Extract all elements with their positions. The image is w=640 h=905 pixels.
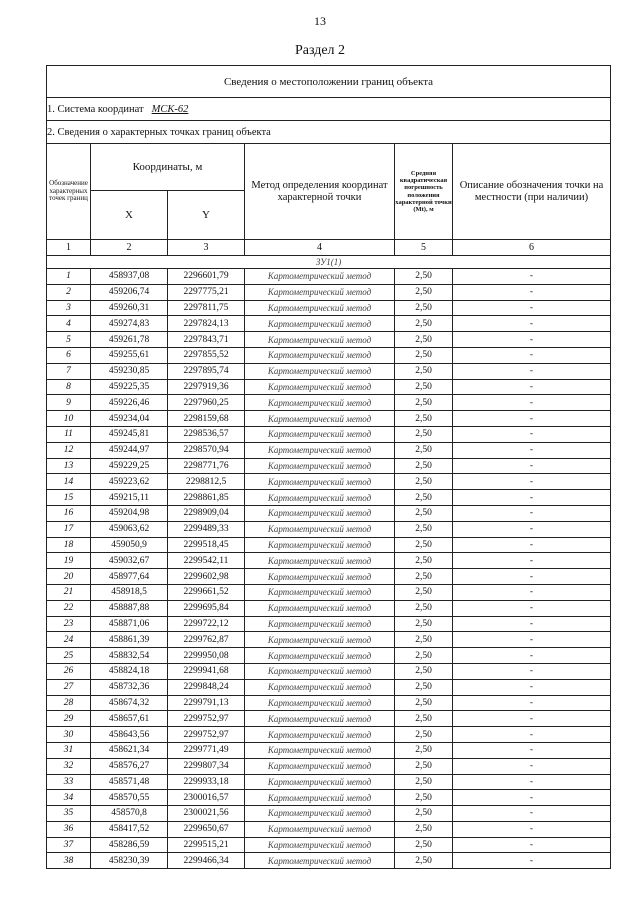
description-cell: - <box>453 347 611 363</box>
table-row <box>47 727 611 743</box>
column-index: 4 <box>245 240 395 256</box>
description-cell: - <box>453 284 611 300</box>
method-cell: Картометрический метод <box>245 316 395 332</box>
x-coordinate: 458570,55 <box>91 790 168 806</box>
y-coordinate: 2299941,68 <box>168 663 245 679</box>
point-number: 22 <box>47 600 91 616</box>
table-row <box>47 553 611 569</box>
x-coordinate: 459244,97 <box>91 442 168 458</box>
error-cell: 2,50 <box>395 537 453 553</box>
error-cell: 2,50 <box>395 442 453 458</box>
y-coordinate: 2299933,18 <box>168 774 245 790</box>
point-number: 23 <box>47 616 91 632</box>
table-row <box>47 379 611 395</box>
table-row <box>47 584 611 600</box>
description-cell: - <box>453 553 611 569</box>
description-cell: - <box>453 774 611 790</box>
x-coordinate: 458732,36 <box>91 679 168 695</box>
x-coordinate: 459215,11 <box>91 490 168 506</box>
point-number: 6 <box>47 347 91 363</box>
description-cell: - <box>453 806 611 822</box>
point-number: 15 <box>47 490 91 506</box>
description-cell: - <box>453 790 611 806</box>
point-number: 1 <box>47 269 91 285</box>
error-cell: 2,50 <box>395 853 453 869</box>
table-row <box>47 395 611 411</box>
method-cell: Картометрический метод <box>245 411 395 427</box>
y-coordinate: 2299762,87 <box>168 632 245 648</box>
x-coordinate: 459050,9 <box>91 537 168 553</box>
x-coordinate: 459032,67 <box>91 553 168 569</box>
point-number: 28 <box>47 695 91 711</box>
method-cell: Картометрический метод <box>245 727 395 743</box>
error-cell: 2,50 <box>395 663 453 679</box>
y-coordinate: 2299848,24 <box>168 679 245 695</box>
point-number: 12 <box>47 442 91 458</box>
table-row <box>47 316 611 332</box>
error-cell: 2,50 <box>395 727 453 743</box>
description-cell: - <box>453 758 611 774</box>
table-row <box>47 742 611 758</box>
error-cell: 2,50 <box>395 426 453 442</box>
point-number: 25 <box>47 648 91 664</box>
point-number: 26 <box>47 663 91 679</box>
error-cell: 2,50 <box>395 790 453 806</box>
table-row <box>47 347 611 363</box>
boundary-points-table <box>46 65 611 869</box>
y-coordinate: 2299518,45 <box>168 537 245 553</box>
x-coordinate: 459261,78 <box>91 332 168 348</box>
table-row <box>47 758 611 774</box>
x-coordinate: 458918,5 <box>91 584 168 600</box>
method-cell: Картометрический метод <box>245 742 395 758</box>
table-row <box>47 284 611 300</box>
y-coordinate: 2299515,21 <box>168 837 245 853</box>
y-coordinate: 2298536,57 <box>168 426 245 442</box>
table-row <box>47 521 611 537</box>
table-row <box>47 648 611 664</box>
x-coordinate: 459226,46 <box>91 395 168 411</box>
method-cell: Картометрический метод <box>245 474 395 490</box>
table-row <box>47 458 611 474</box>
method-cell: Картометрический метод <box>245 806 395 822</box>
point-number: 33 <box>47 774 91 790</box>
col-header-coords: Координаты, м <box>91 144 245 191</box>
column-index-row <box>47 240 611 256</box>
error-cell: 2,50 <box>395 553 453 569</box>
error-cell: 2,50 <box>395 616 453 632</box>
error-cell: 2,50 <box>395 569 453 585</box>
point-number: 21 <box>47 584 91 600</box>
error-cell: 2,50 <box>395 347 453 363</box>
error-cell: 2,50 <box>395 363 453 379</box>
method-cell: Картометрический метод <box>245 442 395 458</box>
description-cell: - <box>453 316 611 332</box>
column-index: 3 <box>168 240 245 256</box>
method-cell: Картометрический метод <box>245 426 395 442</box>
table-row <box>47 837 611 853</box>
error-cell: 2,50 <box>395 474 453 490</box>
y-coordinate: 2299602,98 <box>168 569 245 585</box>
y-coordinate: 2299466,34 <box>168 853 245 869</box>
error-cell: 2,50 <box>395 379 453 395</box>
method-cell: Картометрический метод <box>245 332 395 348</box>
error-cell: 2,50 <box>395 284 453 300</box>
page-number: 13 <box>314 14 326 28</box>
y-coordinate: 2297824,13 <box>168 316 245 332</box>
x-coordinate: 459204,98 <box>91 505 168 521</box>
y-coordinate: 2299722,12 <box>168 616 245 632</box>
table-row <box>47 774 611 790</box>
section-title: Раздел 2 <box>294 43 346 58</box>
col-header-y: Y <box>168 191 245 240</box>
table-row <box>47 695 611 711</box>
x-coordinate: 458621,34 <box>91 742 168 758</box>
y-coordinate: 2297960,25 <box>168 395 245 411</box>
point-number: 4 <box>47 316 91 332</box>
y-coordinate: 2297811,75 <box>168 300 245 316</box>
x-coordinate: 459260,31 <box>91 300 168 316</box>
description-cell: - <box>453 521 611 537</box>
method-cell: Картометрический метод <box>245 632 395 648</box>
description-cell: - <box>453 742 611 758</box>
y-coordinate: 2297919,36 <box>168 379 245 395</box>
x-coordinate: 458871,06 <box>91 616 168 632</box>
x-coordinate: 458824,18 <box>91 663 168 679</box>
point-number: 2 <box>47 284 91 300</box>
coord-system-line <box>47 98 611 121</box>
col-header-method: Метод определения координат характерной точки <box>245 144 395 240</box>
y-coordinate: 2298861,85 <box>168 490 245 506</box>
y-coordinate: 2300021,56 <box>168 806 245 822</box>
x-coordinate: 458832,54 <box>91 648 168 664</box>
y-coordinate: 2296601,79 <box>168 269 245 285</box>
y-coordinate: 2299489,33 <box>168 521 245 537</box>
method-cell: Картометрический метод <box>245 537 395 553</box>
coord-system-value: МСК-62 <box>151 103 189 115</box>
point-number: 3 <box>47 300 91 316</box>
table-row <box>47 616 611 632</box>
description-cell: - <box>453 332 611 348</box>
table-row <box>47 821 611 837</box>
error-cell: 2,50 <box>395 648 453 664</box>
point-number: 30 <box>47 727 91 743</box>
point-number: 35 <box>47 806 91 822</box>
method-cell: Картометрический метод <box>245 363 395 379</box>
method-cell: Картометрический метод <box>245 774 395 790</box>
method-cell: Картометрический метод <box>245 553 395 569</box>
table-row <box>47 411 611 427</box>
table-row <box>47 269 611 285</box>
x-coordinate: 458674,32 <box>91 695 168 711</box>
point-number: 34 <box>47 790 91 806</box>
point-number: 14 <box>47 474 91 490</box>
point-number: 8 <box>47 379 91 395</box>
method-cell: Картометрический метод <box>245 821 395 837</box>
table-row <box>47 442 611 458</box>
method-cell: Картометрический метод <box>245 521 395 537</box>
description-cell: - <box>453 458 611 474</box>
point-number: 29 <box>47 711 91 727</box>
y-coordinate: 2299807,34 <box>168 758 245 774</box>
error-cell: 2,50 <box>395 411 453 427</box>
table-row <box>47 363 611 379</box>
description-cell: - <box>453 442 611 458</box>
method-cell: Картометрический метод <box>245 711 395 727</box>
point-number: 37 <box>47 837 91 853</box>
method-cell: Картометрический метод <box>245 458 395 474</box>
error-cell: 2,50 <box>395 679 453 695</box>
y-coordinate: 2298771,76 <box>168 458 245 474</box>
point-number: 27 <box>47 679 91 695</box>
method-cell: Картометрический метод <box>245 616 395 632</box>
table-row <box>47 679 611 695</box>
table-row <box>47 537 611 553</box>
error-cell: 2,50 <box>395 505 453 521</box>
point-number: 11 <box>47 426 91 442</box>
column-index: 2 <box>91 240 168 256</box>
y-coordinate: 2299771,49 <box>168 742 245 758</box>
y-coordinate: 2298159,68 <box>168 411 245 427</box>
point-number: 36 <box>47 821 91 837</box>
method-cell: Картометрический метод <box>245 679 395 695</box>
point-number: 24 <box>47 632 91 648</box>
error-cell: 2,50 <box>395 490 453 506</box>
y-coordinate: 2299752,97 <box>168 727 245 743</box>
x-coordinate: 458230,39 <box>91 853 168 869</box>
x-coordinate: 458643,56 <box>91 727 168 743</box>
x-coordinate: 458977,64 <box>91 569 168 585</box>
description-cell: - <box>453 426 611 442</box>
method-cell: Картометрический метод <box>245 584 395 600</box>
table-row <box>47 853 611 869</box>
column-index: 6 <box>453 240 611 256</box>
point-number: 19 <box>47 553 91 569</box>
y-coordinate: 2299661,52 <box>168 584 245 600</box>
x-coordinate: 458417,52 <box>91 821 168 837</box>
point-number: 31 <box>47 742 91 758</box>
description-cell: - <box>453 679 611 695</box>
y-coordinate: 2298909,04 <box>168 505 245 521</box>
method-cell: Картометрический метод <box>245 837 395 853</box>
y-coordinate: 2298812,5 <box>168 474 245 490</box>
description-cell: - <box>453 727 611 743</box>
description-cell: - <box>453 537 611 553</box>
y-coordinate: 2299650,67 <box>168 821 245 837</box>
point-number: 18 <box>47 537 91 553</box>
error-cell: 2,50 <box>395 584 453 600</box>
error-cell: 2,50 <box>395 821 453 837</box>
point-number: 17 <box>47 521 91 537</box>
x-coordinate: 459206,74 <box>91 284 168 300</box>
method-cell: Картометрический метод <box>245 569 395 585</box>
error-cell: 2,50 <box>395 632 453 648</box>
zu-label: ЗУ1(1) <box>47 256 611 269</box>
error-cell: 2,50 <box>395 600 453 616</box>
method-cell: Картометрический метод <box>245 347 395 363</box>
description-cell: - <box>453 837 611 853</box>
point-number: 20 <box>47 569 91 585</box>
point-number: 32 <box>47 758 91 774</box>
method-cell: Картометрический метод <box>245 695 395 711</box>
y-coordinate: 2299752,97 <box>168 711 245 727</box>
point-number: 38 <box>47 853 91 869</box>
x-coordinate: 458576,27 <box>91 758 168 774</box>
y-coordinate: 2300016,57 <box>168 790 245 806</box>
description-cell: - <box>453 695 611 711</box>
description-cell: - <box>453 490 611 506</box>
description-cell: - <box>453 584 611 600</box>
x-coordinate: 459230,85 <box>91 363 168 379</box>
x-coordinate: 459255,61 <box>91 347 168 363</box>
points-heading: 2. Сведения о характерных точках границ объекта <box>47 121 611 144</box>
method-cell: Картометрический метод <box>245 663 395 679</box>
coord-system-label: 1. Система координат <box>47 103 144 115</box>
column-index: 5 <box>395 240 453 256</box>
table-title: Сведения о местоположении границ объекта <box>47 66 611 98</box>
description-cell: - <box>453 616 611 632</box>
col-header-x: X <box>91 191 168 240</box>
description-cell: - <box>453 569 611 585</box>
x-coordinate: 459245,81 <box>91 426 168 442</box>
table-row <box>47 490 611 506</box>
table-row <box>47 790 611 806</box>
col-header-description: Описание обозначения точки на местности (при наличии) <box>453 144 611 240</box>
y-coordinate: 2297775,21 <box>168 284 245 300</box>
y-coordinate: 2299695,84 <box>168 600 245 616</box>
description-cell: - <box>453 853 611 869</box>
error-cell: 2,50 <box>395 774 453 790</box>
x-coordinate: 459234,04 <box>91 411 168 427</box>
y-coordinate: 2299950,08 <box>168 648 245 664</box>
description-cell: - <box>453 711 611 727</box>
description-cell: - <box>453 269 611 285</box>
description-cell: - <box>453 395 611 411</box>
method-cell: Картометрический метод <box>245 490 395 506</box>
x-coordinate: 458861,39 <box>91 632 168 648</box>
description-cell: - <box>453 379 611 395</box>
y-coordinate: 2297855,52 <box>168 347 245 363</box>
error-cell: 2,50 <box>395 316 453 332</box>
table-row <box>47 300 611 316</box>
x-coordinate: 459223,62 <box>91 474 168 490</box>
method-cell: Картометрический метод <box>245 758 395 774</box>
y-coordinate: 2299542,11 <box>168 553 245 569</box>
col-header-error: Средняя квадратическая погрешность положения характерной точки (Mt), м <box>395 144 453 240</box>
point-number: 10 <box>47 411 91 427</box>
column-index: 1 <box>47 240 91 256</box>
table-row <box>47 806 611 822</box>
method-cell: Картометрический метод <box>245 300 395 316</box>
method-cell: Картометрический метод <box>245 600 395 616</box>
error-cell: 2,50 <box>395 758 453 774</box>
description-cell: - <box>453 505 611 521</box>
table-row <box>47 426 611 442</box>
method-cell: Картометрический метод <box>245 269 395 285</box>
error-cell: 2,50 <box>395 332 453 348</box>
point-number: 7 <box>47 363 91 379</box>
error-cell: 2,50 <box>395 269 453 285</box>
table-row <box>47 711 611 727</box>
x-coordinate: 459274,83 <box>91 316 168 332</box>
method-cell: Картометрический метод <box>245 505 395 521</box>
error-cell: 2,50 <box>395 521 453 537</box>
x-coordinate: 459229,25 <box>91 458 168 474</box>
y-coordinate: 2298570,94 <box>168 442 245 458</box>
x-coordinate: 458570,8 <box>91 806 168 822</box>
x-coordinate: 459063,62 <box>91 521 168 537</box>
table-row <box>47 505 611 521</box>
y-coordinate: 2299791,13 <box>168 695 245 711</box>
table-row <box>47 600 611 616</box>
error-cell: 2,50 <box>395 806 453 822</box>
method-cell: Картометрический метод <box>245 284 395 300</box>
table-row <box>47 474 611 490</box>
description-cell: - <box>453 663 611 679</box>
error-cell: 2,50 <box>395 695 453 711</box>
description-cell: - <box>453 411 611 427</box>
description-cell: - <box>453 363 611 379</box>
description-cell: - <box>453 600 611 616</box>
table-row <box>47 332 611 348</box>
method-cell: Картометрический метод <box>245 790 395 806</box>
point-number: 13 <box>47 458 91 474</box>
description-cell: - <box>453 300 611 316</box>
error-cell: 2,50 <box>395 837 453 853</box>
method-cell: Картометрический метод <box>245 395 395 411</box>
col-header-point: Обозначение характерных точек границ <box>47 144 91 240</box>
error-cell: 2,50 <box>395 458 453 474</box>
description-cell: - <box>453 648 611 664</box>
table-row <box>47 663 611 679</box>
x-coordinate: 459225,35 <box>91 379 168 395</box>
x-coordinate: 458887,88 <box>91 600 168 616</box>
error-cell: 2,50 <box>395 395 453 411</box>
x-coordinate: 458571,48 <box>91 774 168 790</box>
point-number: 9 <box>47 395 91 411</box>
description-cell: - <box>453 474 611 490</box>
method-cell: Картометрический метод <box>245 379 395 395</box>
description-cell: - <box>453 821 611 837</box>
method-cell: Картометрический метод <box>245 648 395 664</box>
error-cell: 2,50 <box>395 300 453 316</box>
table-row <box>47 569 611 585</box>
table-row <box>47 632 611 648</box>
description-cell: - <box>453 632 611 648</box>
error-cell: 2,50 <box>395 742 453 758</box>
x-coordinate: 458657,61 <box>91 711 168 727</box>
y-coordinate: 2297895,74 <box>168 363 245 379</box>
point-number: 5 <box>47 332 91 348</box>
error-cell: 2,50 <box>395 711 453 727</box>
x-coordinate: 458937,08 <box>91 269 168 285</box>
point-number: 16 <box>47 505 91 521</box>
x-coordinate: 458286,59 <box>91 837 168 853</box>
method-cell: Картометрический метод <box>245 853 395 869</box>
y-coordinate: 2297843,71 <box>168 332 245 348</box>
